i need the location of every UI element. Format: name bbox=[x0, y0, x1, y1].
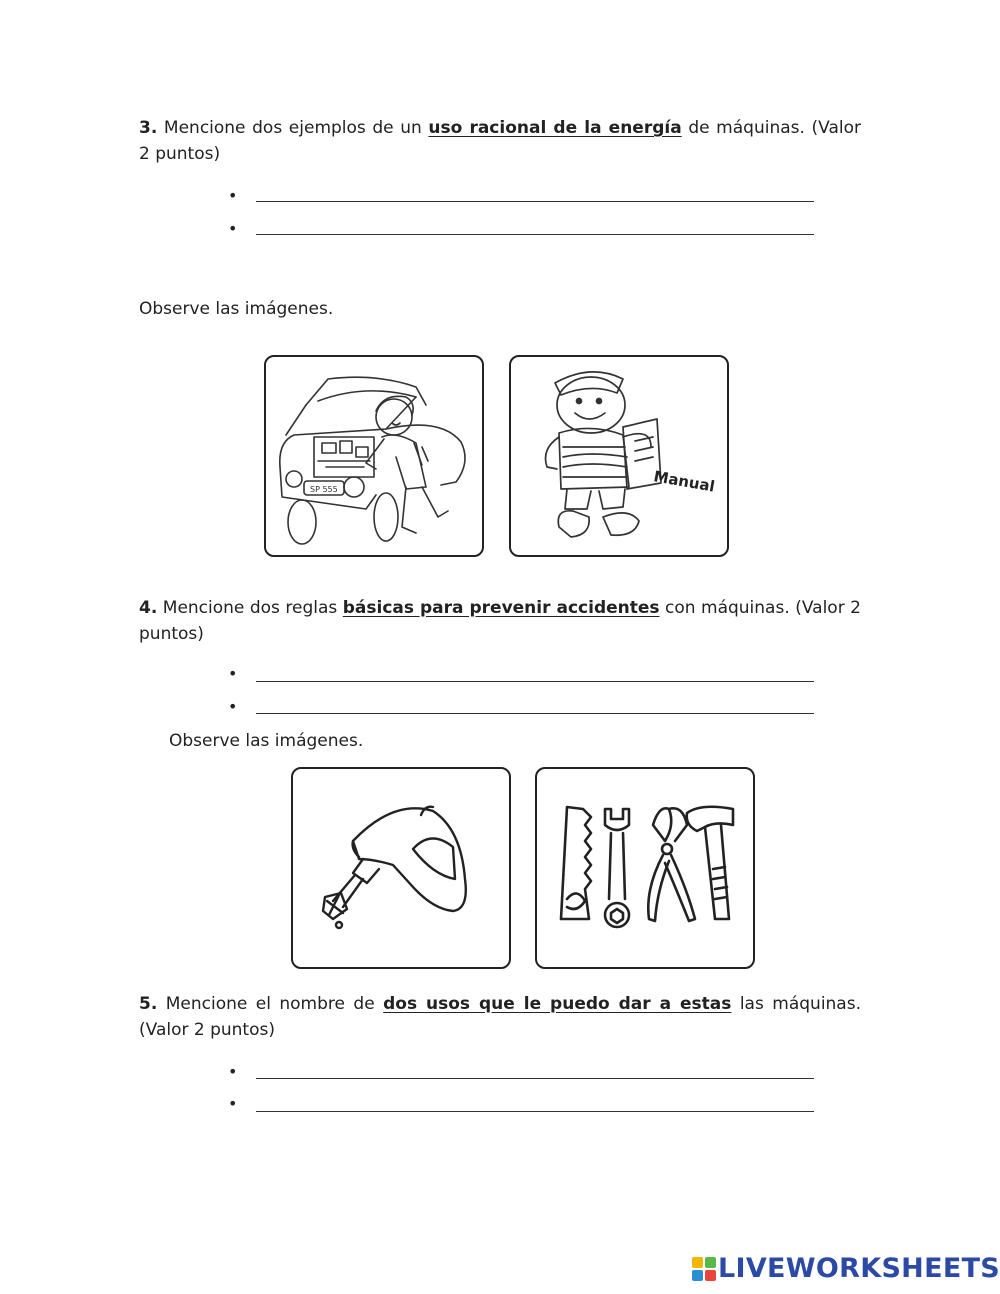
question-5-text-post: las máquinas. (Valor 2 puntos) bbox=[139, 994, 861, 1040]
bullet: • bbox=[228, 186, 238, 205]
image-boy-manual bbox=[509, 355, 729, 557]
question-4-text-pre: Mencione dos reglas bbox=[157, 598, 343, 618]
answer-line-q4-1[interactable] bbox=[256, 681, 814, 682]
answer-input-q4-1[interactable] bbox=[256, 660, 818, 680]
image-tools bbox=[535, 767, 755, 969]
question-5 bbox=[139, 991, 861, 1043]
bullet: • bbox=[228, 697, 238, 716]
image-hand-mixer bbox=[291, 767, 511, 969]
question-5-emphasis: dos usos que le puedo dar a estas bbox=[383, 994, 732, 1014]
answer-line-q4-2[interactable] bbox=[256, 713, 814, 714]
answer-input-q5-2[interactable] bbox=[256, 1090, 818, 1110]
observe-instruction-2: Observe las imágenes. bbox=[169, 731, 364, 751]
answer-line-q5-2[interactable] bbox=[256, 1111, 814, 1112]
answer-input-q3-2[interactable] bbox=[256, 213, 818, 233]
question-4-text-post: con máquinas. (Valor 2 puntos) bbox=[139, 598, 861, 644]
liveworksheets-brand: LIVEWORKSHEETS bbox=[718, 1253, 1000, 1284]
bullet: • bbox=[228, 1094, 238, 1113]
manual-label: Manual bbox=[652, 467, 717, 496]
answer-line-q5-1[interactable] bbox=[256, 1078, 814, 1079]
answer-input-q3-1[interactable] bbox=[256, 180, 818, 200]
question-5-number: 5. bbox=[139, 994, 158, 1014]
license-plate-text: SP 555 bbox=[310, 485, 338, 494]
question-3-text-pre: Mencione dos ejemplos de un bbox=[157, 118, 429, 138]
question-3 bbox=[139, 115, 861, 167]
answer-input-q4-2[interactable] bbox=[256, 692, 818, 712]
answer-line-q3-1[interactable] bbox=[256, 201, 814, 202]
tools-icon bbox=[537, 769, 753, 967]
question-4-emphasis: básicas para prevenir accidentes bbox=[342, 598, 660, 618]
bullet: • bbox=[228, 1062, 238, 1081]
bullet: • bbox=[228, 219, 238, 238]
question-4-number: 4. bbox=[139, 598, 158, 618]
question-3-text-post: de máquinas. (Valor 2 puntos) bbox=[139, 118, 861, 164]
car-repair-icon bbox=[266, 357, 482, 555]
question-3-number: 3. bbox=[139, 118, 158, 138]
question-4 bbox=[139, 595, 861, 647]
answer-line-q3-2[interactable] bbox=[256, 234, 814, 235]
question-3-emphasis: uso racional de la energía bbox=[428, 118, 682, 138]
boy-with-manual-icon bbox=[511, 357, 727, 555]
image-mechanic-car bbox=[264, 355, 484, 557]
liveworksheets-logo-icon bbox=[692, 1257, 716, 1281]
hand-mixer-icon bbox=[293, 769, 509, 967]
answer-input-q5-1[interactable] bbox=[256, 1057, 818, 1077]
bullet: • bbox=[228, 664, 238, 683]
question-5-text-pre: Mencione el nombre de bbox=[157, 994, 384, 1014]
observe-instruction-1: Observe las imágenes. bbox=[139, 299, 334, 319]
